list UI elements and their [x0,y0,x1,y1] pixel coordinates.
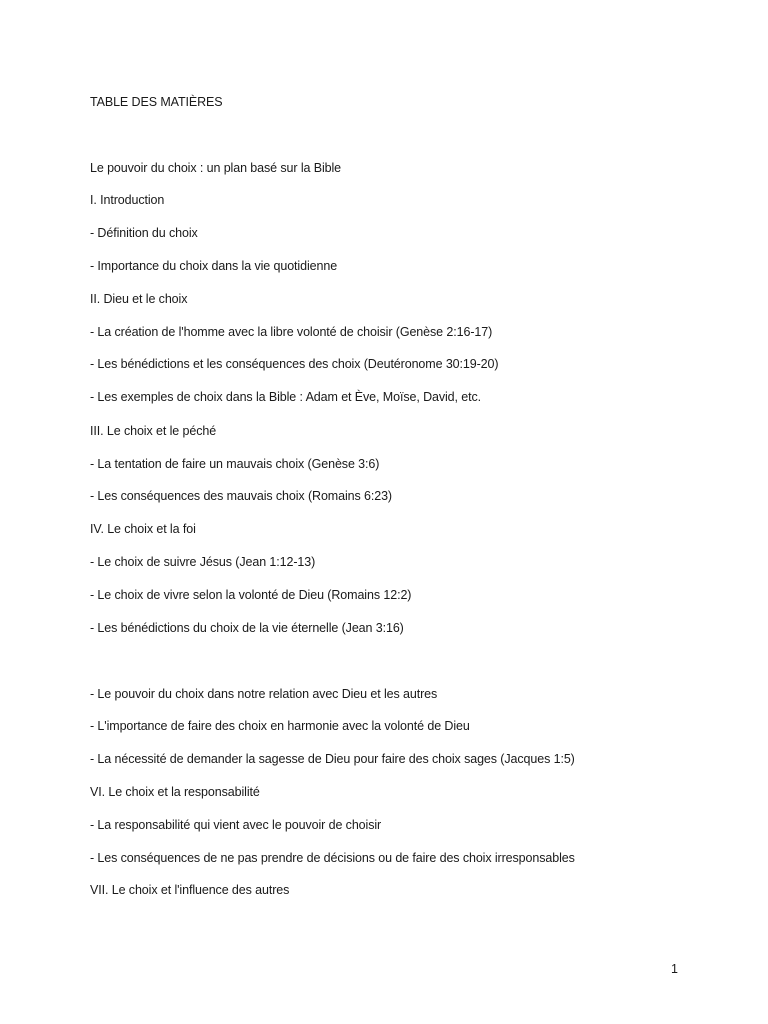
section-heading-choix-et-peche: III. Le choix et le péché [90,424,217,438]
list-item: - Définition du choix [90,226,198,240]
list-item: - Les conséquences de ne pas prendre de décisions ou de faire des choix irresponsables [90,851,575,865]
section-heading-choix-et-influence: VII. Le choix et l'influence des autres [90,883,290,897]
list-item: - Le choix de vivre selon la volonté de Dieu (Romains 12:2) [90,588,412,602]
list-item: - Le pouvoir du choix dans notre relation avec Dieu et les autres [90,687,438,701]
list-item: - Les bénédictions du choix de la vie éternelle (Jean 3:16) [90,621,404,635]
section-heading-dieu-et-le-choix: II. Dieu et le choix [90,292,188,306]
list-item: - La nécessité de demander la sagesse de Dieu pour faire des choix sages (Jacques 1:5) [90,752,575,766]
list-item: - Les bénédictions et les conséquences des choix (Deutéronome 30:19-20) [90,357,499,371]
list-item: - Les exemples de choix dans la Bible : Adam et Ève, Moïse, David, etc. [90,390,482,404]
list-item: - La responsabilité qui vient avec le pouvoir de choisir [90,818,382,832]
list-item: - Les conséquences des mauvais choix (Romains 6:23) [90,489,392,503]
section-heading-introduction: I. Introduction [90,193,165,207]
section-heading-choix-et-foi: IV. Le choix et la foi [90,522,196,536]
list-item: - Importance du choix dans la vie quotidienne [90,259,338,273]
page-number: 1 [671,962,678,976]
list-item: - La création de l'homme avec la libre volonté de choisir (Genèse 2:16-17) [90,325,493,339]
toc-heading: TABLE DES MATIÈRES [90,95,223,109]
document-title: Le pouvoir du choix : un plan basé sur la Bible [90,161,342,175]
list-item: - Le choix de suivre Jésus (Jean 1:12-13) [90,555,316,569]
list-item: - L'importance de faire des choix en harmonie avec la volonté de Dieu [90,719,470,733]
section-heading-choix-et-responsabilite: VI. Le choix et la responsabilité [90,785,260,799]
list-item: - La tentation de faire un mauvais choix (Genèse 3:6) [90,457,380,471]
